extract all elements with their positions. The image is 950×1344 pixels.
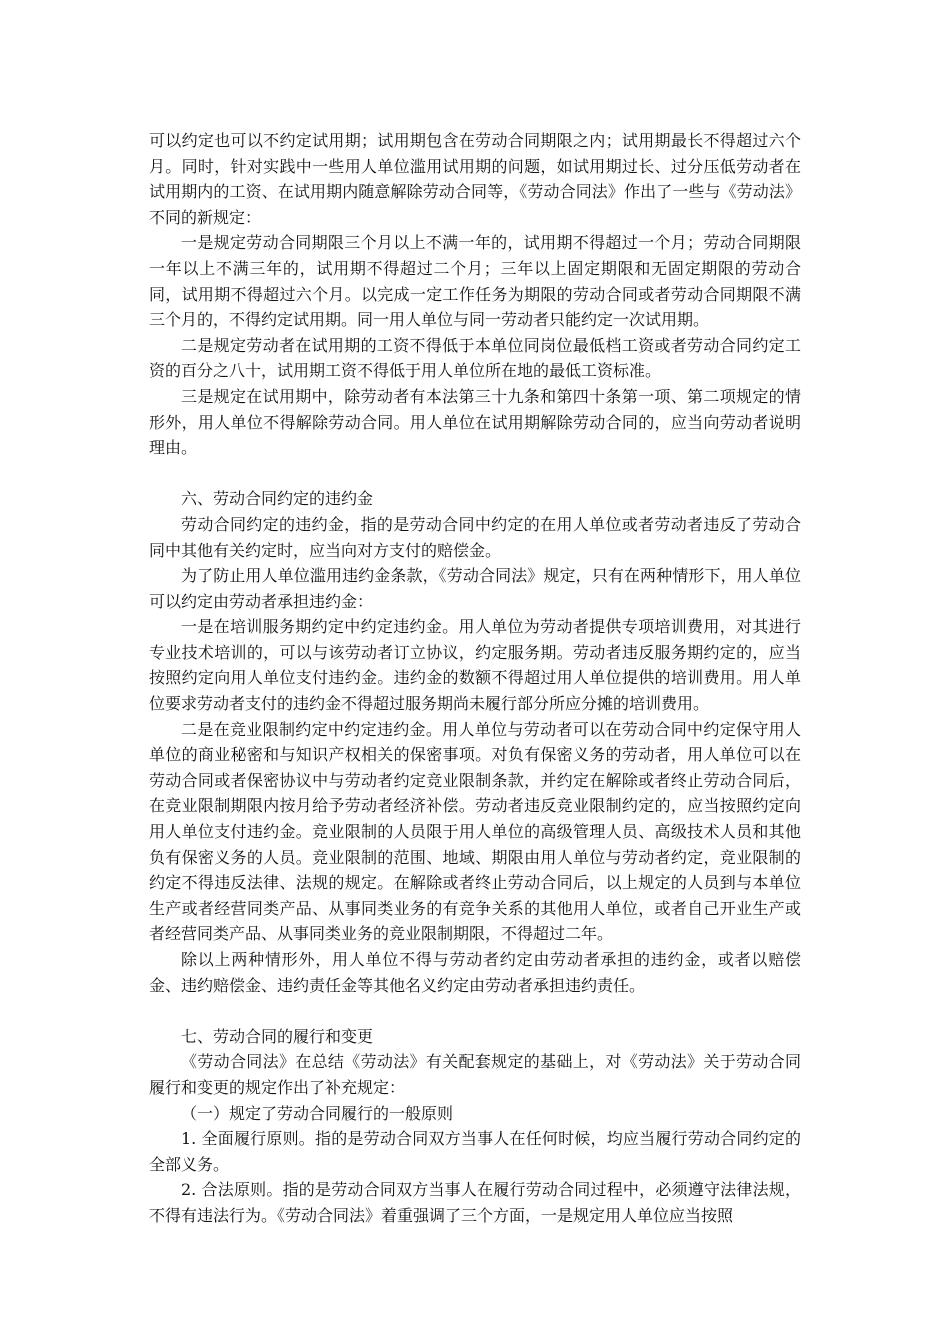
paragraph-performance-intro: 《劳动合同法》在总结《劳动法》有关配套规定的基础上，对《劳动法》关于劳动合同履行和变更的规定作出了补充规定： [149, 1052, 801, 1097]
paragraph-probation-intro: 可以约定也可以不约定试用期；试用期包含在劳动合同期限之内；试用期最长不得超过六个月。同时，针对实践中一些用人单位滥用试用期的问题，如试用期过长、过分压低劳动者在试用期内的工资、在试用期内随意解除劳动合同等，《劳动合同法》作出了一些与《劳动法》不同的新规定： [149, 131, 801, 227]
document-page [149, 128, 801, 1229]
paragraph-penalty-training: 一是在培训服务期约定中约定违约金。用人单位为劳动者提供专项培训费用，对其进行专业技术培训的，可以与该劳动者订立协议，约定服务期。劳动者违反服务期约定的，应当按照约定向用人单位支付违约金。违约金的数额不得超过用人单位提供的培训费用。用人单位要求劳动者支付的违约金不得超过服务期尚未履行部分所应分摊的培训费用。 [149, 617, 801, 714]
paragraph-penalty-limits: 为了防止用人单位滥用违约金条款，《劳动合同法》规定，只有在两种情形下，用人单位可以约定由劳动者承担违约金： [149, 566, 801, 611]
paragraph-penalty-other: 除以上两种情形外，用人单位不得与劳动者约定由劳动者承担的违约金，或者以赔偿金、违约赔偿金、违约责任金等其他名义约定由劳动者承担违约责任。 [149, 950, 801, 995]
paragraph-probation-rule-2: 二是规定劳动者在试用期的工资不得低于本单位同岗位最低档工资或者劳动合同约定工资的百分之八十，试用期工资不得低于用人单位所在地的最低工资标准。 [149, 335, 801, 381]
paragraph-principle-2: 2. 合法原则。指的是劳动合同双方当事人在履行劳动合同过程中，必须遵守法律法规，不得有违法行为。《劳动合同法》着重强调了三个方面，一是规定用人单位应当按照 [149, 1180, 801, 1225]
paragraph-principle-1: 1. 全面履行原则。指的是劳动合同双方当事人在任何时候，均应当履行劳动合同约定的全部义务。 [149, 1129, 801, 1174]
section-heading-6: 六、劳动合同约定的违约金 [181, 489, 374, 509]
subheading-general-principles: （一）规定了劳动合同履行的一般原则 [181, 1103, 454, 1123]
paragraph-penalty-noncompete: 二是在竞业限制约定中约定违约金。用人单位与劳动者可以在劳动合同中约定保守用人单位的商业秘密和与知识产权相关的保密事项。对负有保密义务的劳动者，用人单位可以在劳动合同或者保密协议中与劳动者约定竞业限制条款，并约定在解除或者终止劳动合同后，在竞业限制期限内按月给予劳动者经济补偿。劳动者违反竞业限制约定的，应当按照约定向用人单位支付违约金。竞业限制的人员限于用人单位的高级管理人员、高级技术人员和其他负有保密义务的人员。竞业限制的范围、地域、期限由用人单位与劳动者约定，竞业限制的约定不得违反法律、法规的规定。在解除或者终止劳动合同后，以上规定的人员到与本单位生产或者经营同类产品、从事同类业务的有竞争关系的其他用人单位，或者自己开业生产或者经营同类产品、从事同类业务的竞业限制期限，不得超过二年。 [149, 719, 801, 944]
paragraph-probation-rule-1: 一是规定劳动合同期限三个月以上不满一年的，试用期不得超过一个月；劳动合同期限一年以上不满三年的，试用期不得超过二个月；三年以上固定期限和无固定期限的劳动合同，试用期不得超过六个月。以完成一定工作任务为期限的劳动合同或者劳动合同期限不满三个月的，不得约定试用期。同一用人单位与同一劳动者只能约定一次试用期。 [149, 233, 801, 330]
section-heading-7: 七、劳动合同的履行和变更 [181, 1026, 374, 1046]
paragraph-penalty-definition: 劳动合同约定的违约金，指的是劳动合同中约定的在用人单位或者劳动者违反了劳动合同中其他有关约定时，应当向对方支付的赔偿金。 [149, 514, 801, 560]
paragraph-probation-rule-3: 三是规定在试用期中，除劳动者有本法第三十九条和第四十条第一项、第二项规定的情形外，用人单位不得解除劳动合同。用人单位在试用期解除劳动合同的，应当向劳动者说明理由。 [149, 386, 801, 458]
